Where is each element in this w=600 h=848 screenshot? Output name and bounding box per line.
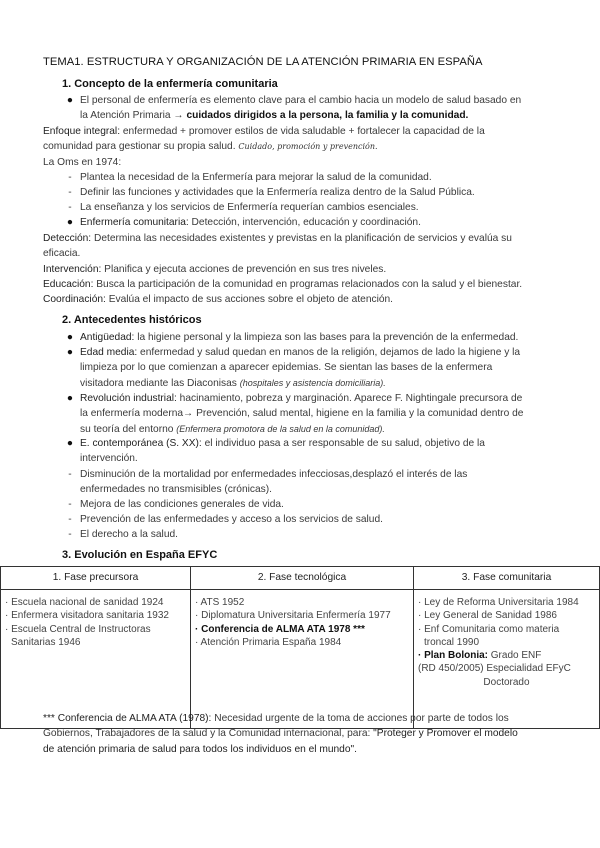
col-header-tecnologica: 2. Fase tecnológica	[191, 567, 414, 590]
enfoque-integral: Enfoque integral: enfermedad + promover estilos de vida saludable + fortalecer la capacidad de la comunidad para gestionar su propia salud. Cuidado, promoción y prevención.	[43, 126, 485, 153]
section-1-heading: 1. Concepto de la enfermería comunitaria	[62, 78, 278, 90]
dash-icon: -	[68, 172, 72, 183]
dash-icon: -	[68, 187, 72, 198]
oms-label: La Oms en 1974:	[43, 157, 122, 168]
bullet-icon: ●	[66, 347, 74, 358]
deteccion: Detección: Determina las necesidades existentes y previstas en la planificación de servicios y evalúa su eficacia.	[43, 233, 512, 260]
intervencion: Intervención: Planifica y ejecuta acciones de prevención en sus tres niveles.	[43, 264, 387, 275]
edad-media: Edad media: enfermedad y salud quedan en manos de la religión, dejamos de lado la higiene y la limpieza por lo que comienzan a aparecer epidemias. Se sientan las bases de la enfermera visitadora mediante las Diaconisas (hospitales y asistencia domiciliaria).	[80, 347, 521, 389]
bullet-icon: ●	[66, 332, 74, 343]
document-title: TEMA1. ESTRUCTURA Y ORGANIZACIÓN DE LA ATENCIÓN PRIMARIA EN ESPAÑA	[43, 56, 483, 68]
dash-icon: -	[68, 529, 72, 540]
dash-icon: -	[68, 202, 72, 213]
section-2-heading: 2. Antecedentes históricos	[62, 314, 202, 326]
cell-comunitaria: · Ley de Reforma Universitaria 1984 · Ley General de Sanidad 1986 · Enf Comunitaria como materia troncal 1990 · Plan Bolonia: Grado ENF (RD 450/2005) Especialidad EFyC Doctorado	[414, 590, 600, 729]
bullet-icon: ●	[66, 217, 74, 228]
s1-bullet-1: El personal de enfermería es elemento clave para el cambio hacia un modelo de salud basado en la Atención Primaria → cuidados dirigidos a la persona, la familia y la comunidad.	[80, 95, 522, 122]
enfermeria-comunitaria: Enfermería comunitaria: Detección, intervención, educación y coordinación.	[80, 217, 421, 228]
phases-table	[0, 566, 600, 729]
contemp-item-3: Prevención de las enfermedades y acceso a los servicios de salud.	[80, 514, 383, 525]
oms-item-3: La enseñanza y los servicios de Enfermería requerían cambios esenciales.	[80, 202, 419, 213]
dash-icon: -	[68, 499, 72, 510]
section-3-heading: 3. Evolución en España EFYC	[62, 549, 218, 561]
dash-icon: -	[68, 514, 72, 525]
dash-icon: -	[68, 469, 72, 480]
col-header-comunitaria: 3. Fase comunitaria	[414, 567, 600, 590]
contemp-item-2: Mejora de las condiciones generales de vida.	[80, 499, 284, 510]
educacion: Educación: Busca la participación de la comunidad en programas relacionados con la salud y el bienestar.	[43, 279, 523, 290]
edad-contemporanea: E. contemporánea (S. XX): el individuo pasa a ser responsable de su salud, objetivo de la intervención.	[80, 438, 485, 465]
oms-item-2: Definir las funciones y actividades que la Enfermería realiza dentro de la Salud Pública.	[80, 187, 475, 198]
table-header-row	[1, 567, 600, 590]
table-row	[1, 590, 600, 729]
alma-ata-note: *** Conferencia de ALMA ATA (1978): Necesidad urgente de la toma de acciones por parte de todos los Gobiernos, Trabajadores de la salud y la Comunidad internacional, para: "Proteger y Promover el modelo de atención primaria de salud para todos los individuos en el mundo".	[43, 713, 518, 755]
col-header-precursora: 1. Fase precursora	[1, 567, 191, 590]
antiguedad: Antigüedad: la higiene personal y la limpieza son las bases para la prevención de la enfermedad.	[80, 332, 519, 343]
bullet-icon: ●	[66, 95, 74, 106]
oms-item-1: Plantea la necesidad de la Enfermería para mejorar la salud de la comunidad.	[80, 172, 432, 183]
contemp-item-4: El derecho a la salud.	[80, 529, 178, 540]
bullet-icon: ●	[66, 393, 74, 404]
cell-precursora: · Escuela nacional de sanidad 1924 · Enfermera visitadora sanitaria 1932 · Escuela Central de Instructoras Sanitarias 1946	[1, 590, 191, 729]
bullet-icon: ●	[66, 438, 74, 449]
cell-tecnologica: · ATS 1952 · Diplomatura Universitaria Enfermería 1977 · Conferencia de ALMA ATA 1978 *** · Atención Primaria España 1984	[191, 590, 414, 729]
contemp-item-1: Disminución de la mortalidad por enfermedades infecciosas,desplazó el interés de las enfermedades no transmisibles (crónicas).	[80, 469, 468, 496]
coordinacion: Coordinación: Evalúa el impacto de sus acciones sobre el objeto de atención.	[43, 294, 394, 305]
revolucion-industrial: Revolución industrial: hacinamiento, pobreza y marginación. Aparece F. Nightingale precursora de la enfermería moderna→ Prevención, salud mental, higiene en la familia y la comunidad dentro de su teoría del entorno (Enfermera promotora de la salud en la comunidad).	[80, 393, 524, 435]
